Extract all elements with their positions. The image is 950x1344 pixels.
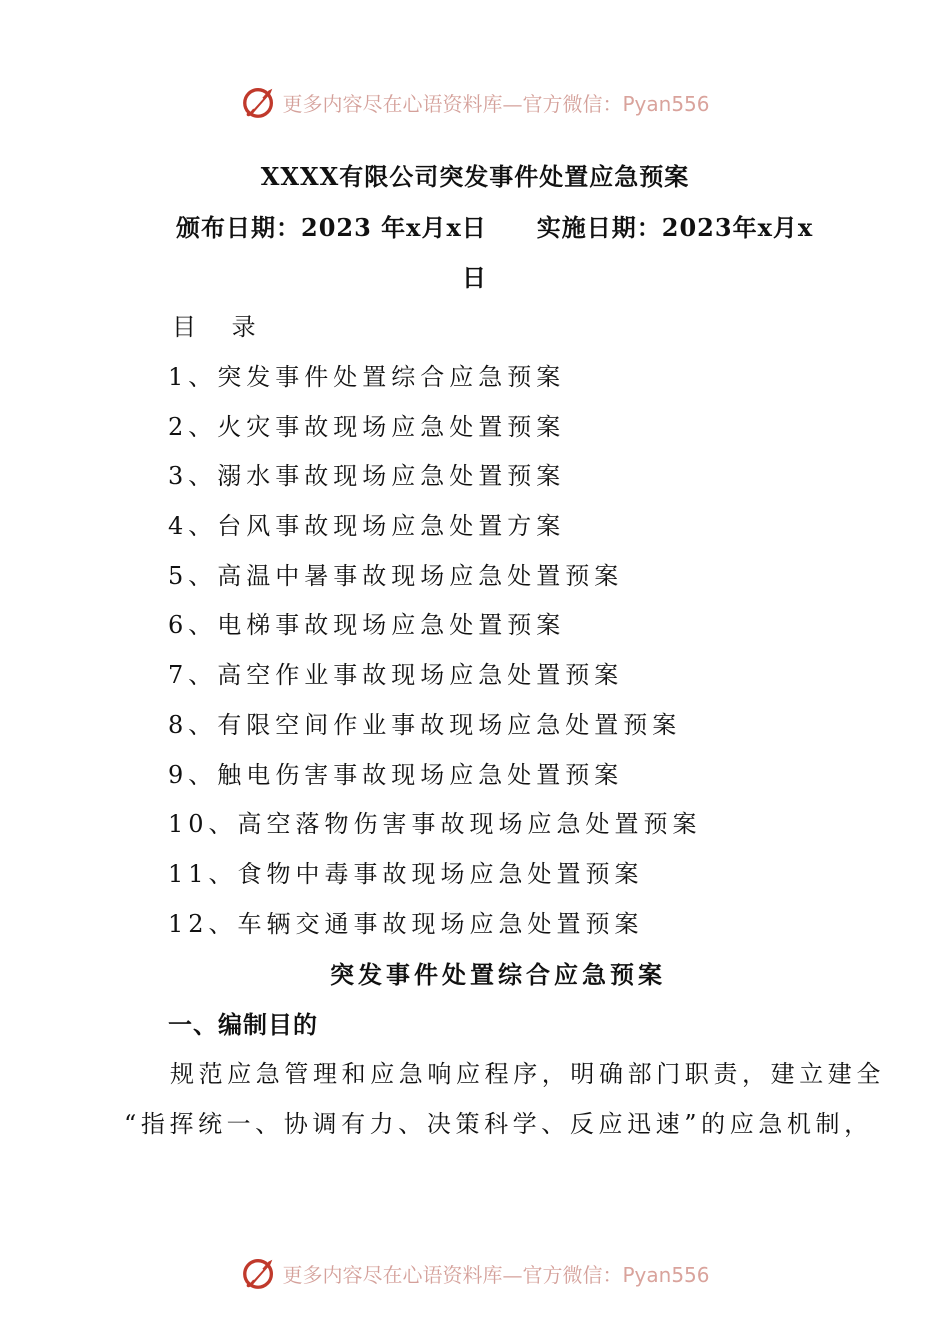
toc-item: 2、火灾事故现场应急处置预案: [168, 412, 566, 441]
paragraph-line: “指挥统一、协调有力、决策科学、反应迅速”的应急机制，: [124, 1110, 873, 1138]
watermark-wechat-id: Pyan556: [622, 91, 710, 116]
effective-date-continuation: 日: [462, 263, 486, 292]
quill-logo-icon: [240, 1254, 278, 1292]
toc-item: 6、电梯事故现场应急处置预案: [168, 611, 566, 640]
toc-item: 11、食物中毒事故现场应急处置预案: [168, 859, 644, 888]
watermark-text: 更多内容尽在心语资料库—官方微信：Pyan556: [282, 1262, 710, 1287]
toc-item: 7、高空作业事故现场应急处置预案: [168, 661, 624, 690]
section-title: 突发事件处置综合应急预案: [330, 960, 666, 989]
watermark-footer: [0, 1251, 950, 1295]
quill-logo-icon: [240, 83, 278, 121]
watermark-text: 更多内容尽在心语资料库—官方微信：Pyan556: [282, 91, 710, 116]
section-heading: 一、编制目的: [168, 1010, 318, 1039]
toc-item: 5、高温中暑事故现场应急处置预案: [168, 561, 624, 590]
toc-item: 12、车辆交通事故现场应急处置预案: [168, 909, 644, 938]
toc-item: 9、触电伤害事故现场应急处置预案: [168, 760, 624, 789]
toc-item: 4、台风事故现场应急处置方案: [168, 512, 566, 541]
toc-heading: 目 录: [172, 313, 270, 341]
toc-item: 10、高空落物伤害事故现场应急处置预案: [168, 810, 702, 839]
toc-item: 1、突发事件处置综合应急预案: [168, 363, 566, 391]
toc-item: 3、溺水事故现场应急处置预案: [168, 462, 566, 491]
watermark-header: [0, 80, 950, 124]
table-of-contents: [168, 362, 702, 958]
watermark-wechat-id: Pyan556: [622, 1262, 710, 1287]
toc-item: 8、有限空间作业事故现场应急处置预案: [168, 710, 682, 739]
paragraph-line: 规范应急管理和应急响应程序，明确部门职责，建立建全: [170, 1060, 885, 1088]
effective-date: 实施日期：2023年x月x: [536, 213, 814, 242]
dates-line: [176, 213, 813, 243]
issue-date: 颁布日期：2023 年x月x日: [176, 213, 487, 242]
document-title: XXXX有限公司突发事件处置应急预案: [260, 162, 690, 191]
